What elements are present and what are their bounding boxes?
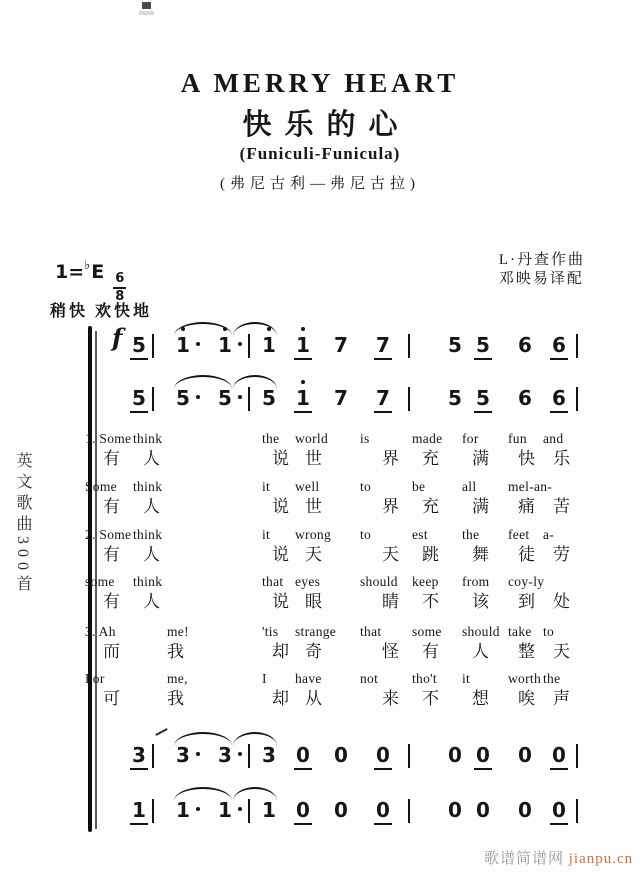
note: 7 (334, 386, 348, 410)
lyric-character: 说 (272, 449, 289, 468)
lyric-character: 却 (272, 642, 289, 661)
lyric-character: 说 (272, 497, 289, 516)
lyric-character: 有 (103, 545, 120, 564)
note: 1 (176, 799, 190, 821)
eighth-underline (374, 411, 392, 413)
lyric-word: mel-an- (508, 479, 553, 494)
lyric-word: For (85, 671, 105, 686)
scan-artifact (139, 11, 154, 15)
note: 5 (176, 387, 190, 409)
scan-artifact (155, 728, 167, 736)
note: 1 (218, 334, 232, 356)
music-line-4 (0, 799, 640, 833)
eighth-underline (374, 823, 392, 825)
lyric-character: 人 (143, 497, 160, 516)
lyric-word: think (133, 479, 163, 494)
lyric-row-1 (85, 430, 590, 470)
lyric-word: some (85, 574, 115, 589)
note: 3 (176, 744, 190, 766)
lyric-word: some (412, 624, 442, 639)
lyric-word: that (360, 624, 382, 639)
lyric-word: have (295, 671, 322, 686)
note: 0 (518, 743, 532, 767)
song-title-english: A MERRY HEART (180, 68, 460, 98)
lyric-word: coy-ly (508, 574, 545, 589)
lyric-word: me! (167, 624, 189, 639)
meter-denominator: 8 (115, 288, 125, 304)
lyric-word: it (262, 479, 271, 494)
lyric-word: should (462, 624, 500, 639)
music-line-3 (0, 744, 640, 778)
lyric-word: strange (295, 624, 337, 639)
augmentation-dot-icon (238, 342, 242, 346)
barline (576, 799, 578, 823)
barline (152, 744, 154, 768)
lyric-line-english (85, 573, 590, 590)
watermark-site-url: jianpu.cn (568, 851, 634, 867)
note: 5 (218, 387, 232, 409)
lyric-word: think (133, 431, 163, 446)
note: 0 (334, 743, 348, 767)
eighth-underline (294, 358, 312, 360)
lyric-character: 充 (422, 449, 439, 468)
barline (576, 744, 578, 768)
lyric-word: be (412, 479, 426, 494)
note: 0 (448, 798, 462, 822)
lyric-word: I (262, 671, 267, 686)
meter-numerator: 6 (113, 272, 126, 289)
lyric-character: 有 (422, 642, 439, 661)
octave-dot-icon (301, 380, 305, 384)
note: 0 (376, 744, 390, 766)
lyric-line-chinese (85, 641, 590, 663)
barline (248, 387, 250, 411)
lyric-character: 我 (167, 689, 184, 708)
eighth-underline (550, 823, 568, 825)
note: 6 (518, 333, 532, 357)
lyric-character: 天 (305, 545, 322, 564)
lyric-word: it (262, 527, 271, 542)
lyric-character: 满 (472, 497, 489, 516)
note: 0 (476, 798, 490, 822)
augmentation-dot-icon (238, 752, 242, 756)
lyric-line-chinese (85, 496, 590, 518)
eighth-underline (474, 768, 492, 770)
note: 0 (376, 799, 390, 821)
lyric-character: 人 (472, 642, 489, 661)
lyric-word: worth (508, 671, 541, 686)
note: 1 (262, 798, 276, 822)
note: 0 (476, 744, 490, 766)
lyric-character: 世 (305, 449, 322, 468)
slur-arc (233, 732, 277, 746)
lyric-line-chinese (85, 688, 590, 710)
lyric-word: feet (508, 527, 530, 542)
lyric-word: all (462, 479, 477, 494)
key-prefix: 1= (55, 261, 85, 283)
lyric-word: keep (412, 574, 439, 589)
lyric-character: 有 (103, 497, 120, 516)
lyric-character: 来 (382, 689, 399, 708)
music-line-1 (0, 323, 640, 368)
note: 1 (296, 387, 310, 409)
lyric-character: 说 (272, 592, 289, 611)
lyric-word: think (133, 574, 163, 589)
augmentation-dot-icon (196, 752, 200, 756)
lyric-character: 痛 (518, 497, 535, 516)
lyric-character: 睛 (382, 592, 399, 611)
lyric-character: 眼 (305, 592, 322, 611)
lyric-word: and (543, 431, 564, 446)
tempo-marking: 稍快 欢快地 (50, 303, 153, 320)
note: 0 (518, 798, 532, 822)
lyric-word: to (360, 479, 372, 494)
lyric-character: 怪 (382, 642, 399, 661)
barline (248, 334, 250, 358)
lyric-character: 想 (472, 689, 489, 708)
note: 1 (218, 799, 232, 821)
eighth-underline (474, 411, 492, 413)
eighth-underline (374, 768, 392, 770)
lyric-line-english (85, 430, 590, 447)
watermark-site-name: 歌谱简谱网 (484, 851, 565, 867)
slur-arc (233, 787, 277, 801)
lyric-character: 唉 (518, 689, 535, 708)
lyric-word: should (360, 574, 398, 589)
dynamic-mark: f (112, 323, 123, 352)
augmentation-dot-icon (238, 807, 242, 811)
lyric-word: well (295, 479, 320, 494)
note: 5 (448, 386, 462, 410)
lyric-word: is (360, 431, 370, 446)
composer-credit: L·丹查作曲 (498, 252, 585, 268)
lyric-character: 乐 (553, 449, 570, 468)
note: 1 (296, 334, 310, 356)
lyric-character: 不 (422, 592, 439, 611)
slur-arc (174, 322, 232, 336)
lyric-character: 处 (553, 592, 570, 611)
lyric-character: 不 (422, 689, 439, 708)
lyric-character: 满 (472, 449, 489, 468)
lyric-character: 奇 (305, 642, 322, 661)
note: 0 (296, 744, 310, 766)
lyric-character: 人 (143, 592, 160, 611)
lyric-line-english (85, 478, 590, 495)
lyric-character: 界 (382, 449, 399, 468)
note: 7 (376, 387, 390, 409)
lyric-word: me, (167, 671, 188, 686)
note: 5 (448, 333, 462, 357)
lyric-character: 界 (382, 497, 399, 516)
lyric-word: 2. Some (85, 527, 132, 542)
lyric-word: tho't (412, 671, 437, 686)
lyric-character: 舞 (472, 545, 489, 564)
note: 0 (552, 744, 566, 766)
lyric-row-4 (85, 573, 590, 613)
lyric-word: 3. Ah (85, 624, 116, 639)
lyric-word: the (262, 431, 280, 446)
lyric-word: Some (85, 479, 117, 494)
lyric-character: 声 (553, 689, 570, 708)
lyric-word: from (462, 574, 490, 589)
lyric-character: 人 (143, 449, 160, 468)
lyric-character: 我 (167, 642, 184, 661)
lyric-line-chinese (85, 448, 590, 470)
note: 1 (262, 334, 276, 356)
lyric-character: 跳 (422, 545, 439, 564)
note: 3 (132, 744, 146, 766)
lyric-character: 充 (422, 497, 439, 516)
key-letter: E (91, 261, 105, 283)
slur-arc (233, 322, 277, 336)
song-subtitle-chinese: (弗尼古利—弗尼古拉) (220, 176, 420, 192)
eighth-underline (550, 358, 568, 360)
lyric-line-chinese (85, 591, 590, 613)
note: 7 (376, 334, 390, 356)
lyric-word: eyes (295, 574, 321, 589)
lyric-line-english (85, 623, 590, 640)
eighth-underline (294, 411, 312, 413)
eighth-underline (474, 358, 492, 360)
lyric-character: 快 (518, 449, 535, 468)
lyric-row-3 (85, 526, 590, 566)
lyric-character: 有 (103, 592, 120, 611)
slur-arc (233, 375, 277, 389)
lyric-word: fun (508, 431, 527, 446)
note: 0 (448, 743, 462, 767)
lyric-word: that (262, 574, 284, 589)
eighth-underline (294, 823, 312, 825)
lyric-line-chinese (85, 544, 590, 566)
translator-credit: 邓映易译配 (498, 271, 584, 287)
lyric-word: the (462, 527, 480, 542)
lyric-word: not (360, 671, 379, 686)
lyric-row-2 (85, 478, 590, 518)
barline (576, 387, 578, 411)
lyric-character: 天 (553, 642, 570, 661)
slur-arc (174, 375, 232, 389)
lyric-character: 劳 (553, 545, 570, 564)
barline (408, 744, 410, 768)
eighth-underline (374, 358, 392, 360)
note: 5 (476, 334, 490, 356)
note: 6 (552, 387, 566, 409)
note: 5 (476, 387, 490, 409)
barline (152, 334, 154, 358)
note: 0 (334, 798, 348, 822)
lyric-character: 徒 (518, 545, 535, 564)
barline (408, 799, 410, 823)
lyric-character: 可 (103, 689, 120, 708)
barline (248, 799, 250, 823)
slur-arc (174, 732, 232, 746)
lyric-word: for (462, 431, 479, 446)
note: 3 (262, 743, 276, 767)
augmentation-dot-icon (196, 807, 200, 811)
lyric-word: made (412, 431, 443, 446)
augmentation-dot-icon (238, 395, 242, 399)
note: 1 (176, 334, 190, 356)
lyric-character: 该 (472, 592, 489, 611)
eighth-underline (130, 411, 148, 413)
song-subtitle-english: (Funiculi-Funicula) (239, 144, 401, 163)
lyric-word: est (412, 527, 428, 542)
barline (576, 334, 578, 358)
lyric-character: 苦 (553, 497, 570, 516)
note: 1 (132, 799, 146, 821)
lyric-character: 有 (103, 449, 120, 468)
note: 6 (518, 386, 532, 410)
eighth-underline (550, 768, 568, 770)
note: 0 (296, 799, 310, 821)
lyric-character: 却 (272, 689, 289, 708)
book-title-vertical: 英文歌曲300首 (14, 452, 31, 596)
augmentation-dot-icon (196, 395, 200, 399)
barline (152, 799, 154, 823)
note: 5 (132, 387, 146, 409)
lyric-word: it (462, 671, 471, 686)
lyric-character: 而 (103, 642, 120, 661)
eighth-underline (130, 768, 148, 770)
lyric-character: 天 (382, 545, 399, 564)
barline (408, 387, 410, 411)
flat-sign: ♭ (84, 258, 91, 273)
lyric-row-5 (85, 623, 590, 663)
barline (408, 334, 410, 358)
lyric-row-6 (85, 670, 590, 710)
eighth-underline (294, 768, 312, 770)
barline (152, 387, 154, 411)
eighth-underline (550, 411, 568, 413)
lyric-character: 说 (272, 545, 289, 564)
lyric-word: 'tis (262, 624, 279, 639)
note: 3 (218, 744, 232, 766)
lyric-character: 从 (305, 689, 322, 708)
lyric-line-english (85, 670, 590, 687)
scan-artifact (142, 2, 151, 9)
credits (499, 251, 585, 289)
lyric-character: 到 (518, 592, 535, 611)
note: 5 (132, 334, 146, 356)
lyric-word: to (360, 527, 372, 542)
eighth-underline (130, 358, 148, 360)
key-signature (55, 258, 126, 303)
note: 7 (334, 333, 348, 357)
lyric-word: a- (543, 527, 555, 542)
note: 5 (262, 386, 276, 410)
lyric-word: think (133, 527, 163, 542)
lyric-word: to (543, 624, 555, 639)
augmentation-dot-icon (196, 342, 200, 346)
slur-arc (174, 787, 232, 801)
music-line-2 (0, 387, 640, 421)
lyric-line-english (85, 526, 590, 543)
lyric-character: 人 (143, 545, 160, 564)
lyric-character: 世 (305, 497, 322, 516)
octave-dot-icon (301, 327, 305, 331)
lyric-character: 整 (518, 642, 535, 661)
lyric-word: 1. Some (85, 431, 132, 446)
lyric-word: take (508, 624, 532, 639)
barline (248, 744, 250, 768)
note: 0 (552, 799, 566, 821)
note: 6 (552, 334, 566, 356)
eighth-underline (130, 823, 148, 825)
song-title-chinese: 快乐的心 (242, 109, 411, 141)
watermark (484, 847, 633, 868)
lyric-word: world (295, 431, 328, 446)
lyric-word: the (543, 671, 561, 686)
lyric-word: wrong (295, 527, 331, 542)
